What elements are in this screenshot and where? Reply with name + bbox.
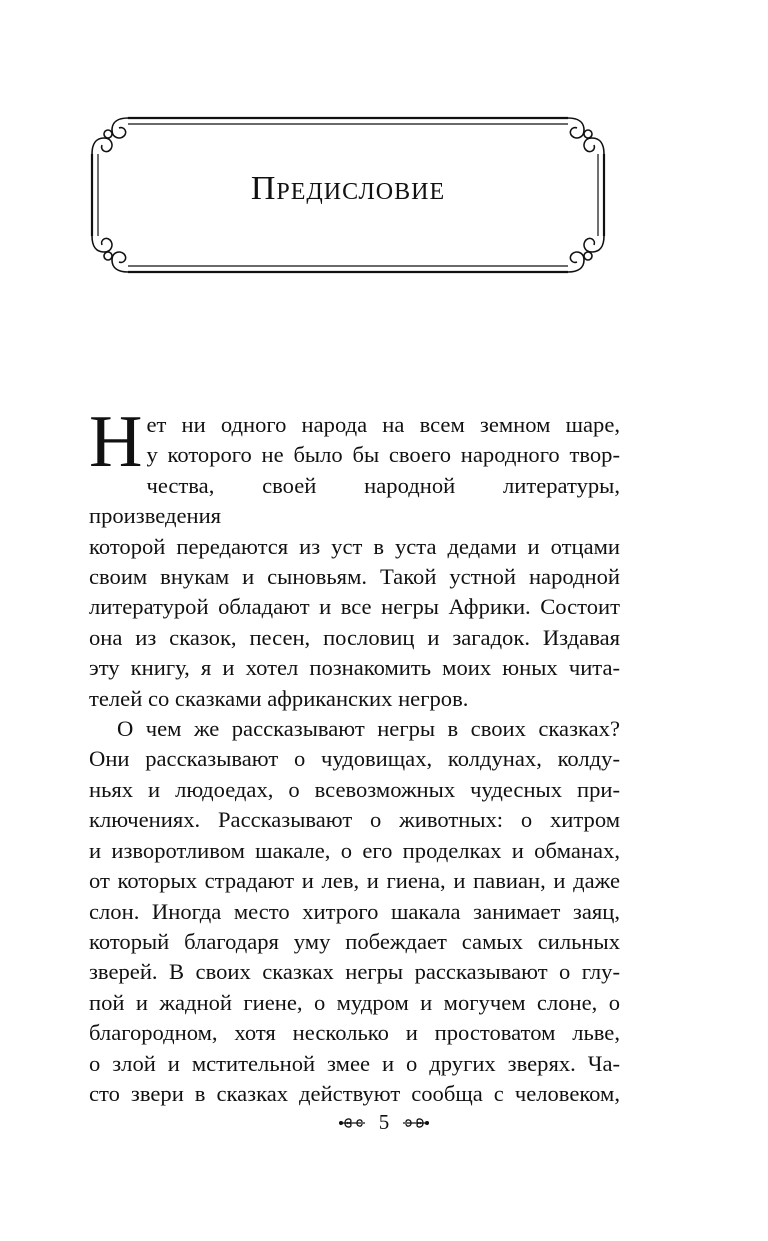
flourish-ornament-left-icon [337,1115,367,1131]
text-line: слон. Иногда место хитрого шакала занимает заяц, [89,898,620,924]
text-line: Они рассказывают о чудовищах, колдунах, колду- [89,746,620,772]
text-line: которой передаются из уст в уста дедами и отцами [89,533,620,559]
text-line: у которого не было бы своего народного твор- [146,442,620,468]
page-footer [0,1110,768,1135]
page-number: 5 [378,1110,390,1134]
corner-tr [568,118,604,154]
flourish-ornament-right-icon [401,1115,431,1131]
corner-bl [92,236,128,272]
page-title: Предисловие [250,170,446,207]
text-line: чества, своей народной литературы, произведения [89,472,620,529]
corner-tl [92,118,128,154]
text-line: благородном, хотя несколько и простоватом льве, [89,1020,620,1046]
text-line: который благодаря уму побеждает самых сильных [89,928,620,954]
text-line: и изворотливом шакале, о его проделках и обманах, [89,837,620,863]
text-line: ньях и людоедах, о всевозможных чудесных при- [89,776,620,802]
corner-br [568,236,604,272]
text-line: она из сказок, песен, пословиц и загадок. Издавая [89,624,620,650]
text-line: сто звери в сказках действуют сообща с человеком, [89,1080,620,1106]
text-line: зверей. В своих сказках негры рассказывают о глу- [89,959,620,985]
title-frame [88,114,608,276]
paragraph-2 [89,714,620,1109]
text-line: от которых страдают и лев, и гиена, и павиан, и даже [89,868,620,894]
text-line: телей со сказками африканских негров. [89,685,469,711]
text-line: о злой и мстительной змее и о других зверях. Ча- [89,1050,620,1076]
paragraph-1 [89,401,620,714]
text-line: ет ни одного народа на всем земном шаре, [146,412,620,437]
text-line: литературой обладают и все негры Африки. Состоит [89,594,620,620]
text-line: эту книгу, я и хотел познакомить моих юных чита- [89,655,620,681]
drop-cap: Н [89,401,143,483]
body-text [89,401,620,1109]
text-line: своим внукам и сыновьям. Такой устной народной [89,564,620,590]
text-line: пой и жадной гиене, о мудром и могучем слоне, о [89,989,620,1015]
text-line: ключениях. Рассказывают о животных: о хитром [89,807,620,833]
text-line: О чем же рассказывают негры в своих сказках? [117,716,620,742]
